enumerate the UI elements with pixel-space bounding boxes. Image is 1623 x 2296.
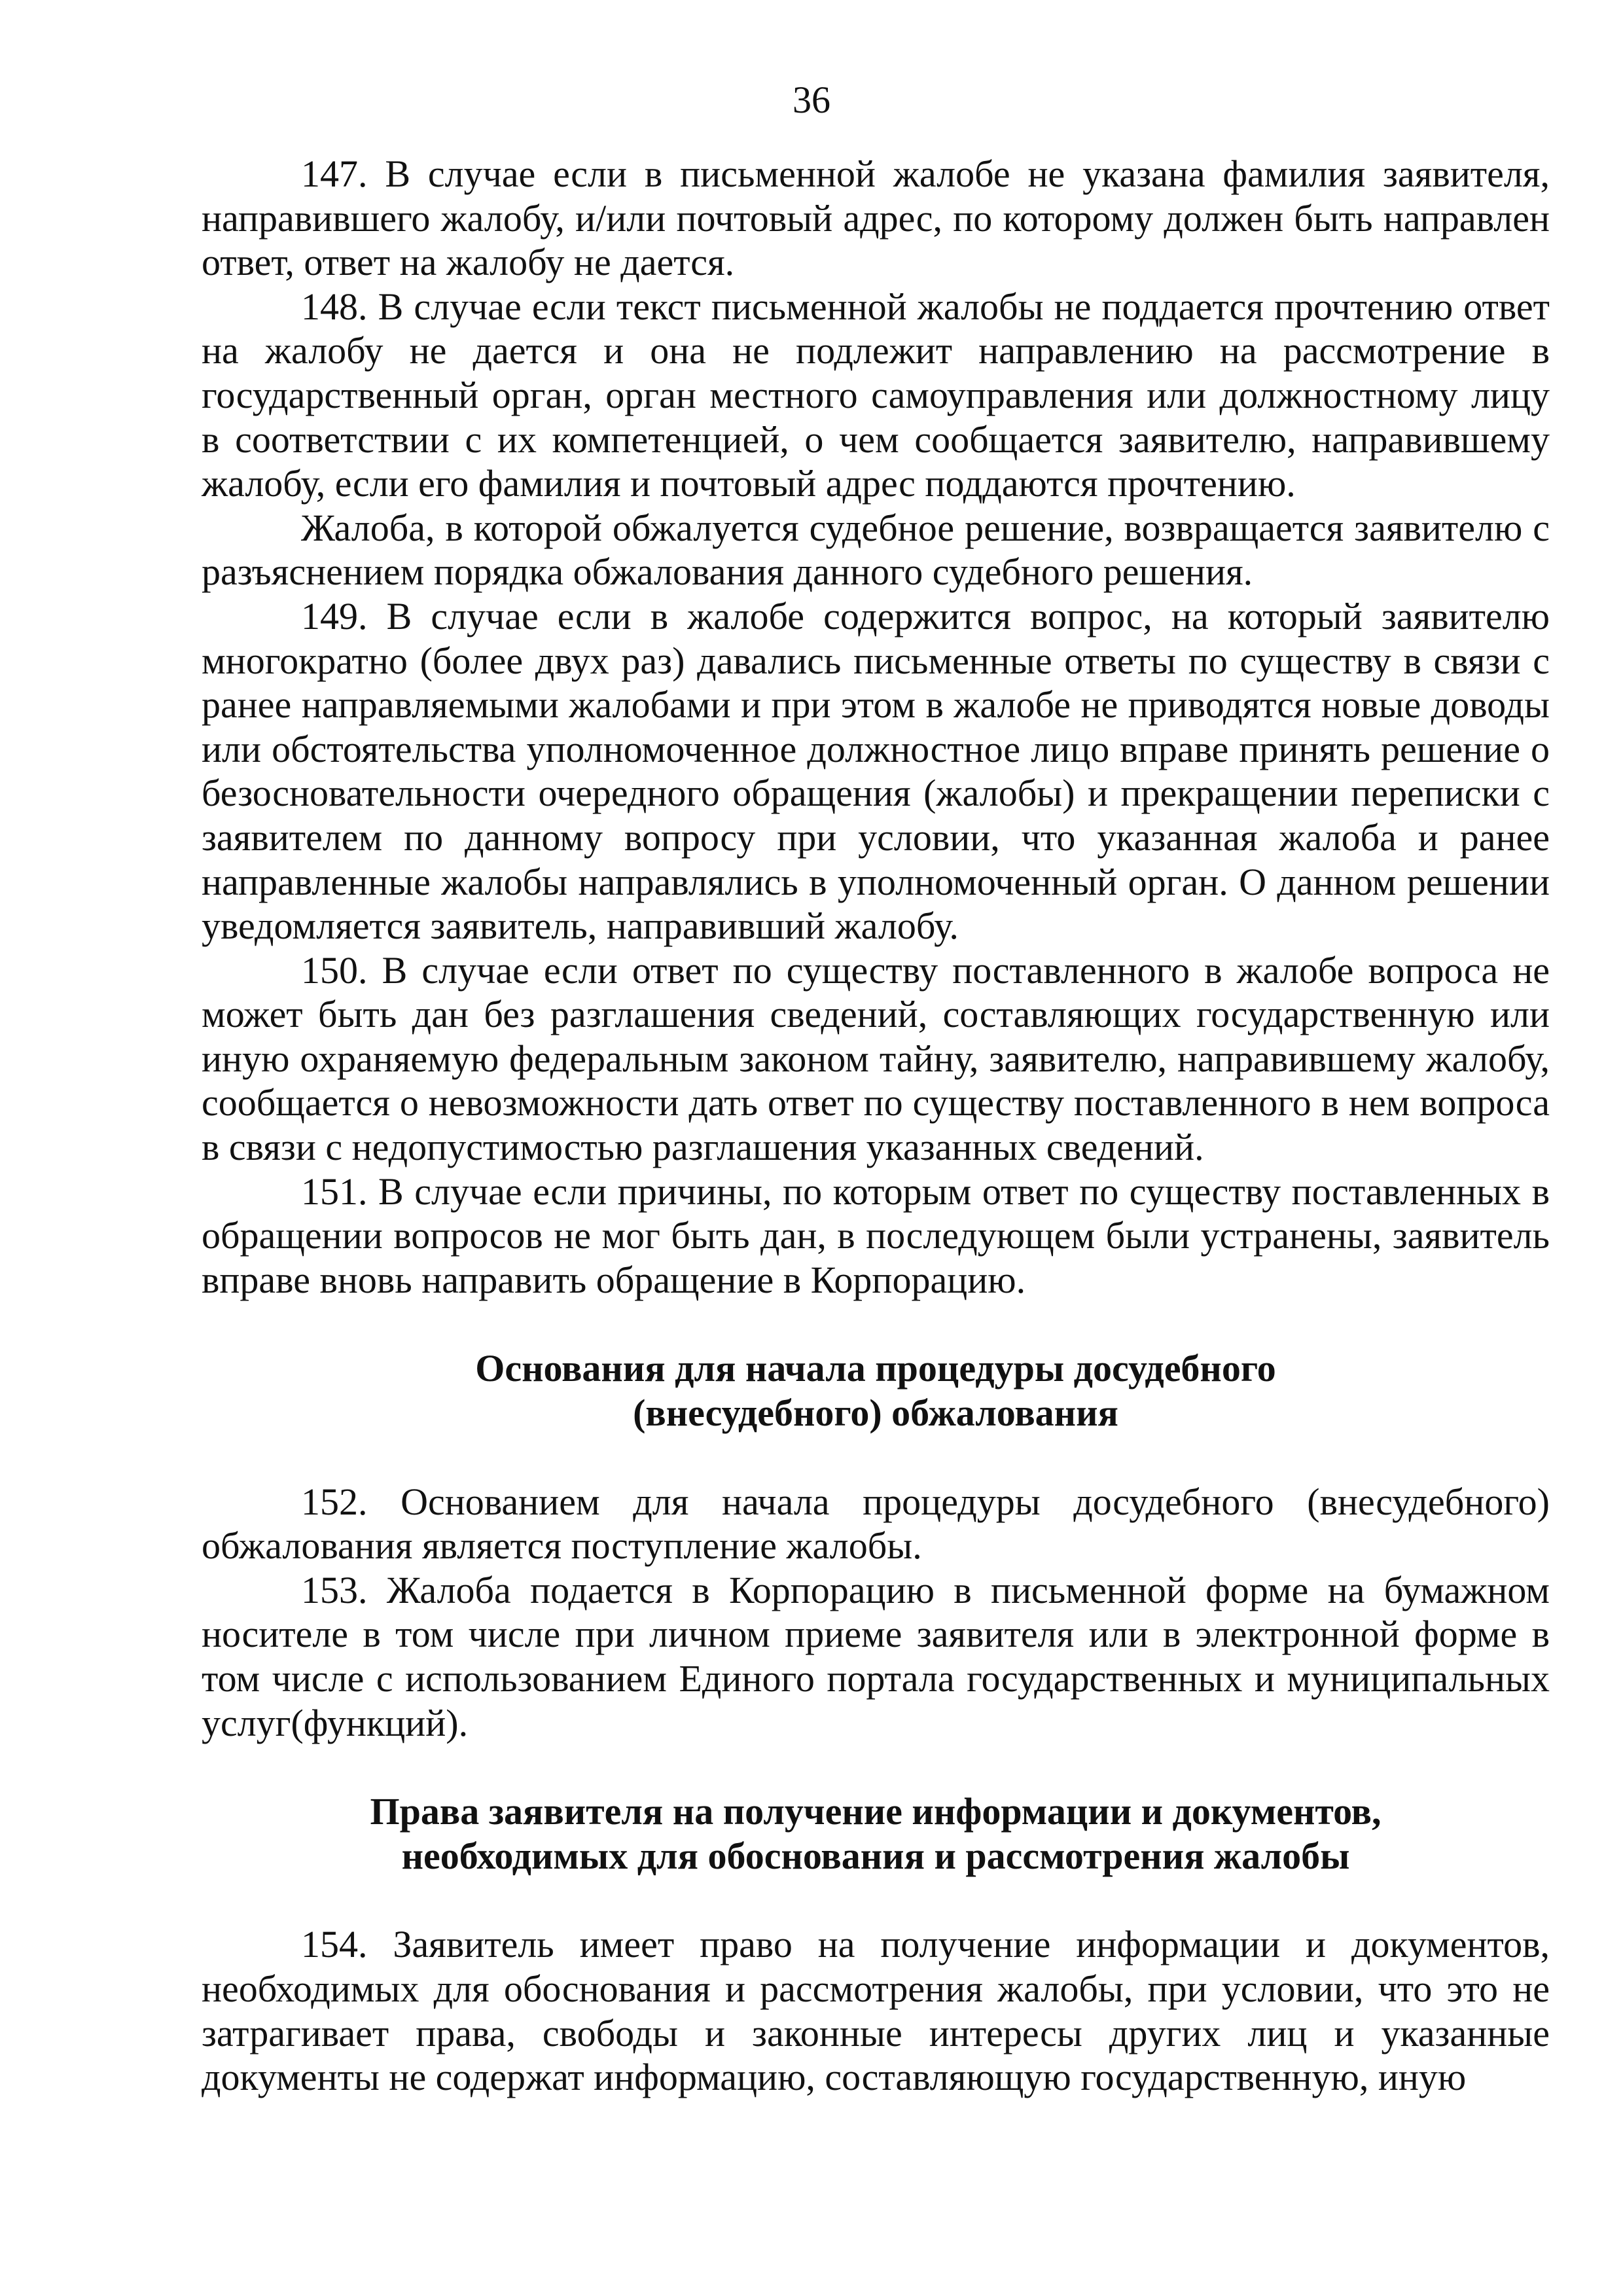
paragraph-149: 149. В случае если в жалобе содержится вопрос, на который заявителю многократно (более двух раз) давались письменные ответы по существу в связи с ранее направляемыми жалобами и при этом в жалобе не приводятся новые доводы или обстоятельства уполномоченное должностное лицо вправе принять решение о безосновательности очередного обращения (жалобы) и прекращении переписки с заявителем по данному вопросу при условии, что указанная жалоба и ранее направленные жалобы направлялись в уполномоченный орган. О данном решении уведомляется заявитель, направивший жалобу.: [202, 594, 1550, 948]
section-heading-grounds-line-1: Основания для начала процедуры досудебного: [475, 1347, 1276, 1390]
paragraph-148: 148. В случае если текст письменной жалобы не поддается прочтению ответ на жалобу не дается и она не подлежит направлению на рассмотрение в государственный орган, орган местного самоуправления или должностному лицу в соответствии с их компетенцией, о чем сообщается заявителю, направившему жалобу, если его фамилия и почтовый адрес поддаются прочтению.: [202, 285, 1550, 505]
section-heading-grounds: [202, 1346, 1550, 1435]
paragraph-154: 154. Заявитель имеет право на получение информации и документов, необходимых для обоснования и рассмотрения жалобы, при условии, что это не затрагивает права, свободы и законные интересы других лиц и указанные документы не содержат информацию, составляющую государственную, иную: [202, 1923, 1550, 2099]
section-heading-rights-line-1: Права заявителя на получение информации и документов,: [370, 1790, 1382, 1833]
paragraph-153: 153. Жалоба подается в Корпорацию в письменной форме на бумажном носителе в том числе при личном приеме заявителя или в электронной форме в том числе с использованием Единого портала государственных и муниципальных услуг(функций).: [202, 1568, 1550, 1744]
paragraph-147: 147. В случае если в письменной жалобе не указана фамилия заявителя, направившего жалобу, и/или почтовый адрес, по которому должен быть направлен ответ, ответ на жалобу не дается.: [202, 152, 1550, 284]
section-heading-rights-line-2: необходимых для обоснования и рассмотрения жалобы: [401, 1834, 1350, 1877]
paragraph-151: 151. В случае если причины, по которым ответ по существу поставленных в обращении вопросов не мог быть дан, в последующем были устранены, заявитель вправе вновь направить обращение в Корпорацию.: [202, 1170, 1550, 1301]
page-number: 36: [793, 79, 830, 121]
paragraph-150: 150. В случае если ответ по существу поставленного в жалобе вопроса не может быть дан без разглашения сведений, составляющих государственную или иную охраняемую федеральным законом тайну, заявителю, направившему жалобу, сообщается о невозможности дать ответ по существу поставленного в нем вопроса в связи с недопустимостью разглашения указанных сведений.: [202, 948, 1550, 1169]
section-heading-rights: [202, 1789, 1550, 1878]
paragraph-152: 152. Основанием для начала процедуры досудебного (внесудебного) обжалования является поступление жалобы.: [202, 1480, 1550, 1568]
document-body: [202, 152, 1550, 2100]
paragraph-148-court-decision: Жалоба, в которой обжалуется судебное решение, возвращается заявителю с разъяснением порядка обжалования данного судебного решения.: [202, 506, 1550, 594]
section-heading-grounds-line-2: (внесудебного) обжалования: [633, 1391, 1118, 1435]
